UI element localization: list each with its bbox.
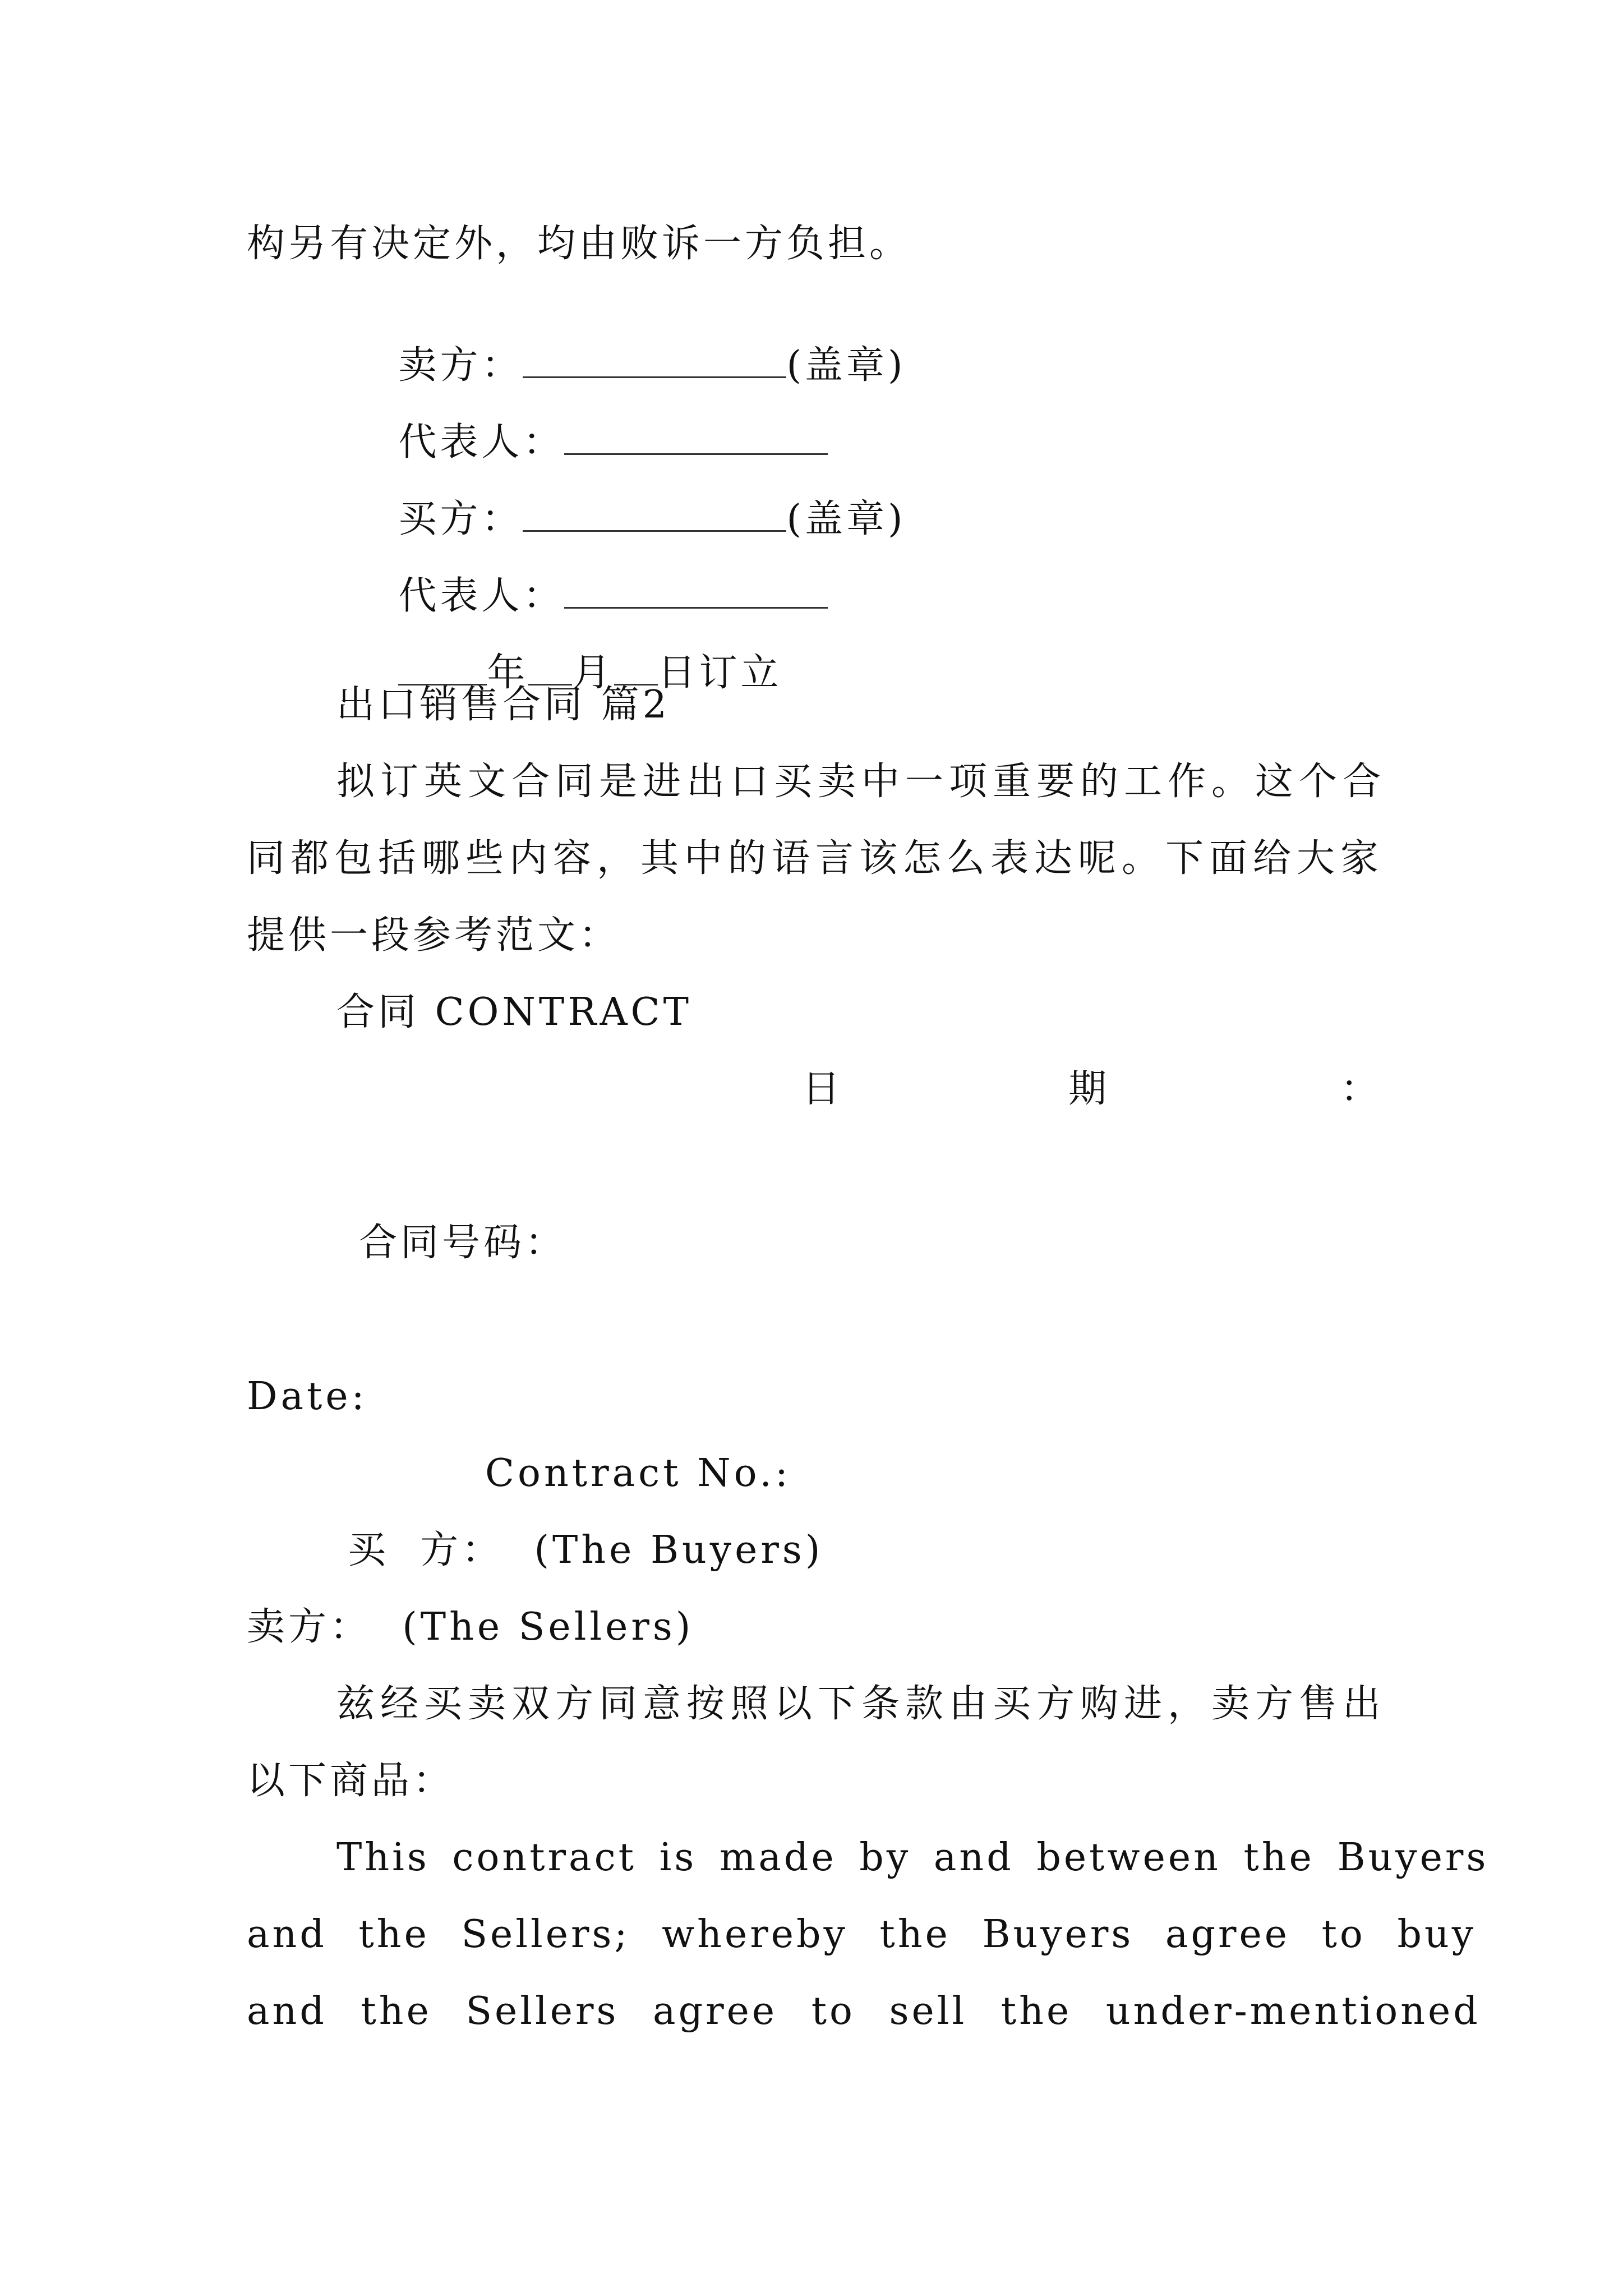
date-cn-char: 日 [802,1067,844,1111]
paragraph-line: 以下商品： [247,1759,455,1803]
english-paragraph-line: This contract is made by and between the Buyers [336,1835,1489,1880]
section-heading: 出口销售合同 篇2 [336,683,670,727]
paragraph-line: 兹经买卖双方同意按照以下条款由买方购进，卖方售出 [336,1682,1387,1726]
contract-number-cn: 合同号码： [359,1221,567,1265]
month-blank[interactable] [528,654,572,685]
sellers-line: 卖方： (The Sellers) [247,1605,694,1649]
contract-title: 合同 CONTRACT [336,990,692,1034]
representative-label: 代表人： [398,420,565,464]
buyers-line: 买 方： (The Buyers) [348,1528,824,1572]
date-cn-char: ： [1340,1067,1382,1111]
seller-label: 卖方： [398,343,523,388]
month-label: 月 [572,651,614,695]
english-paragraph-line: and the Sellers agree to sell the under-mentioned [247,1989,1481,2033]
year-blank[interactable] [398,654,487,685]
date-cn-char: 期 [1068,1067,1110,1111]
year-label: 年 [487,651,529,695]
text-line: 构另有决定外，均由败诉一方负担。 [247,222,911,266]
english-paragraph-line: and the Sellers; whereby the Buyers agree to buy [247,1912,1477,1957]
paragraph-line: 拟订英文合同是进出口买卖中一项重要的工作。这个合 [336,760,1387,804]
seal-note: (盖章) [786,343,906,388]
contract-number-en: Contract No.: [485,1451,791,1496]
buyer-label: 买方： [398,497,523,541]
day-label: 日订立 [657,651,782,695]
paragraph-line: 同都包括哪些内容，其中的语言该怎么表达呢。下面给大家 [247,836,1385,881]
representative-label: 代表人： [398,574,565,618]
paragraph-line: 提供一段参考范文： [247,913,621,958]
seller-blank[interactable] [523,346,786,378]
representative-blank[interactable] [564,577,828,609]
day-blank[interactable] [614,654,658,685]
seal-note: (盖章) [786,497,906,541]
date-en: Date: [247,1374,368,1419]
representative-blank[interactable] [564,423,828,455]
buyer-blank[interactable] [523,500,786,532]
